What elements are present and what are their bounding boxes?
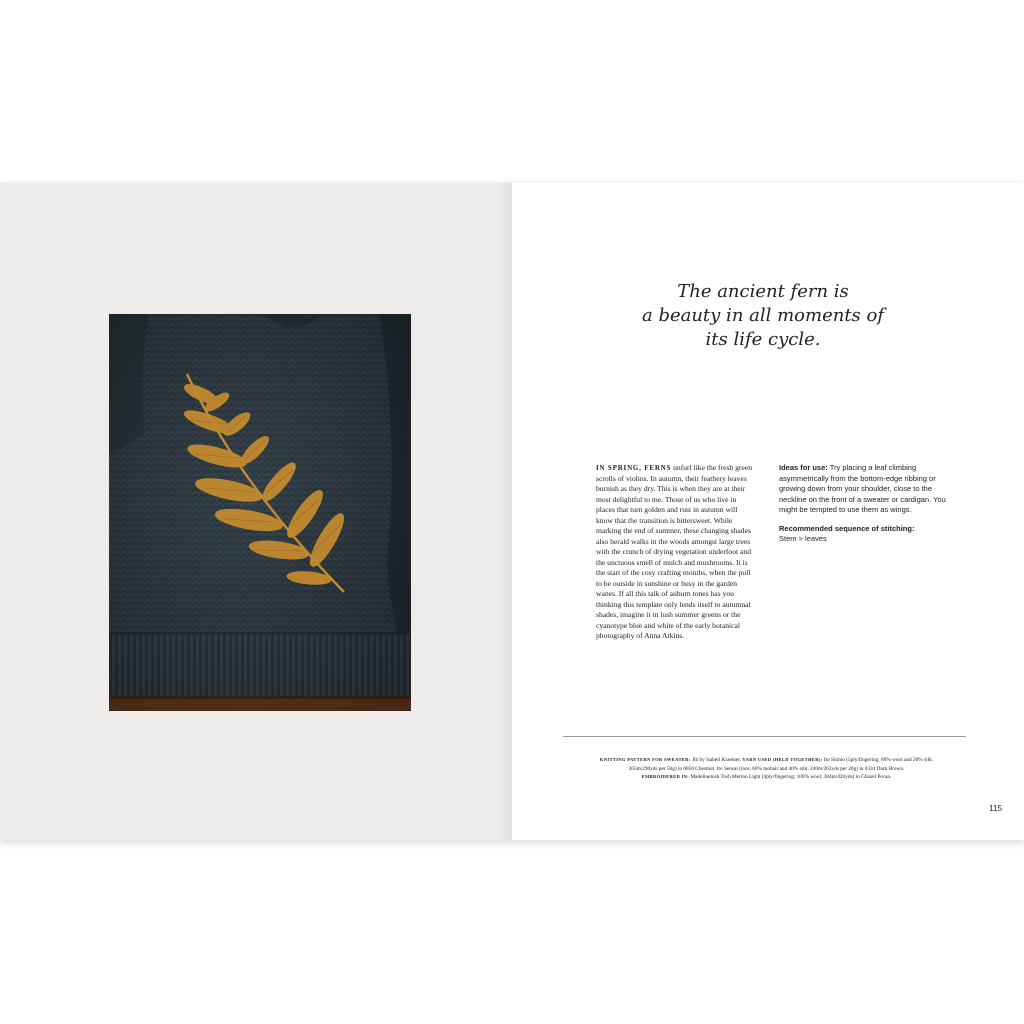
pull-quote-line: The ancient fern is — [677, 281, 849, 302]
credits-label: KNITTING PATTERN FOR SWEATER: — [599, 757, 691, 762]
credits-text: Jib by Isabell Kraemer. — [690, 757, 742, 763]
credits-label: YARN USED (HELD TOGETHER): — [742, 757, 823, 762]
ideas-column — [779, 463, 949, 545]
body-lead-in: IN SPRING, FERNS — [596, 464, 672, 472]
page-number: 115 — [989, 804, 1002, 813]
credits-line: 265m/290yds per 50g) in 0850 Chestnut. Ito Sensai (lace; 60% mohair and 40% silk; 240m/262yds per 20g) in 0334 Dark Brown. — [628, 765, 905, 772]
body-text-column — [596, 463, 756, 642]
fern-sweater-photo — [109, 314, 411, 711]
credits-text: Ito Shimo (5ply/fingering; 80% wool and 20% silk; — [822, 757, 934, 763]
sequence-heading: Recommended sequence of stitching: — [779, 523, 915, 533]
ideas-paragraph — [779, 463, 949, 516]
body-text: unfurl like the fresh green scrolls of violins. In autumn, their feathery leaves burnish as they dry. This is when they are at their most delightful to me. Those of us who live in places that turn golden and rust in autumn will know that the transition is bittersweet. While marking the end of summer, these changing shades also herald walks in the woods amongst large trees with the crunch of drying vegetation underfoot and the unctuous smell of mulch and mushrooms. It is the start of the cosy crafting months, when the pull to be outside in sunshine or busy in the garden wanes. If all this talk of auburn tones has you thinking this template only lends itself to autumnal shades, imagine it in lush summer greens or the cyanotype blue and white of the early botanical photography of Anna Atkins. — [596, 463, 752, 640]
ideas-heading: Ideas for use: — [779, 463, 828, 472]
pull-quote — [596, 280, 930, 352]
credits-block — [540, 756, 993, 782]
pull-quote-line: a beauty in all moments of — [641, 305, 885, 326]
divider-rule — [563, 736, 966, 737]
credits-text: Madelinetosh Tosh Merino Light (4ply/fingering; 100% wool; 384m/420yds) in Glazed Pecan. — [689, 774, 892, 780]
ideas-text: Try placing a leaf climbing asymmetrically from the bottom-edge ribbing or growing down from your shoulder, close to the neckline on the front of a sweater or cardigan. You might be tempted to use them as wings. — [779, 463, 946, 514]
left-page — [0, 183, 512, 840]
credits-line — [540, 773, 993, 782]
gutter-shadow — [498, 183, 512, 840]
credits-line — [540, 756, 993, 765]
photo-illustration — [109, 314, 411, 711]
pull-quote-line: its life cycle. — [705, 329, 821, 350]
credits-label: EMBROIDERED IN: — [641, 774, 690, 779]
sequence-text: Stem > leaves — [779, 534, 827, 543]
